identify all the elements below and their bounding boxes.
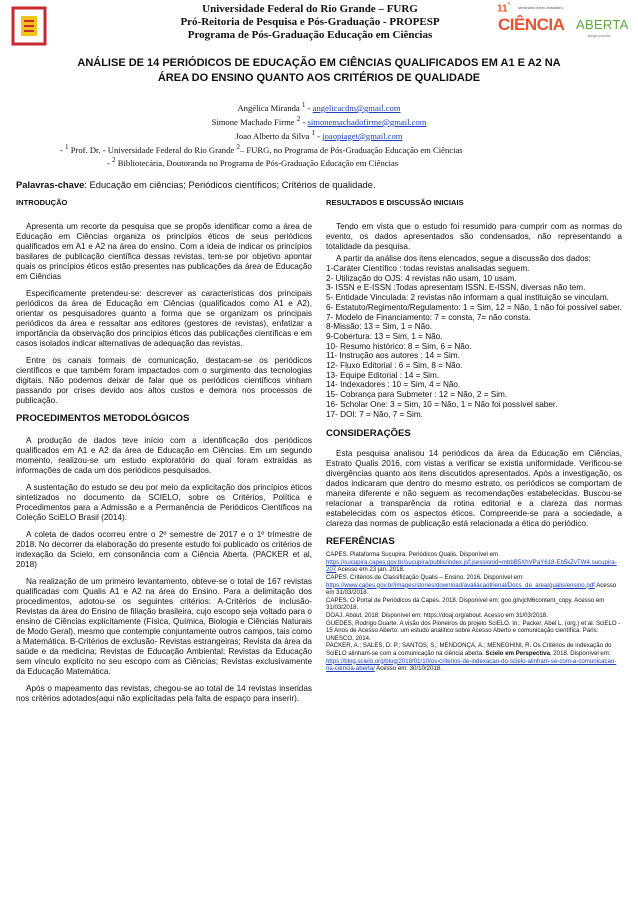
- event-site: furgo.com.br: [588, 33, 611, 38]
- list-item: 13- Equipe Editorial : 14 = Sim.: [326, 370, 440, 380]
- paragraph: Especificamente pretendeu-se: descrever as características dos principais periódicos da área de Educação em Ciências (qualificados como A1 e A2), orientar os pesquisadores quanto a forma que se organizam os principais periódicos da área e ressaltar aos editores (gestores de revistas), enfatizar a importância da observação dos princípios éticos das publicações científicas e em casos isolados indicar alternativas de adequação das revistas.: [16, 289, 312, 348]
- paragraph: Na realização de um primeiro levantamento, obteve-se o total de 167 revistas qualificadas com Qualis A1 e A2 na área do Ensino. Para a delimitação dos procedimentos, adotou-se os seguintes critérios: A-Critérios de inclusão- Revistas da área do Ensino de filiação brasileira, cujo escopo seja voltado para o ensino de Ciências explicitamente (Física, Química, Biologia e Ciências Naturais de Modo Geral), mesmo que contemple conjuntamente outros campos, tais como a Matemática. B-Critérios de exclusão- Revistas estrangeiras; Revista da área da saúde e da medicina; Revistas de Educação Ambiental; Revistas da Educação sem vínculo explícito no seu escopo com as Ciências; Revistas exclusivamente da Educação Matemática.: [16, 577, 312, 676]
- list-item: 15- Cobrança para Submeter : 12 = Não, 2 = Sim.: [326, 390, 508, 400]
- keywords-label: Palavras-chave: [16, 179, 85, 190]
- list-item: 17- DOI: 7 = Não, 7 = Sim.: [326, 409, 423, 419]
- list-item: 1-Caráter Científico : todas revistas analisadas seguem.: [326, 264, 530, 273]
- paragraph: A sustentação do estudo se deu por meio da explicitação dos princípios éticos sintetizados no documento da SCIELO, sobre os Critérios, Política e Procedimentos para a Admissão e a Permanência de Periódicos Científicos na Coleção SciELO Brasil (2014).: [16, 483, 312, 522]
- section-heading-introduction: INTRODUÇÃO: [16, 198, 68, 207]
- poster-header: [0, 0, 638, 52]
- institution-line: Universidade Federal do Rio Grande – FURG: [202, 3, 418, 15]
- paragraph: Entre os canais formais de comunicação, destacam-se os periódicos científicos e que também foram impactados com o surgimento das tecnologias digitais. Não podemos deixar de falar que os periódicos científicos vinham passando por crises devido aos altos custos e demora nos processos de publicação.: [16, 356, 312, 405]
- author-line: Angélica Miranda $^1$ - angelicacdm@gmail.com: [237, 101, 401, 113]
- title-line: ÁREA DO ENSINO QUANTO AOS CRITÉRIOS DE QUALIDADE: [157, 72, 481, 84]
- section-heading-methods: PROCEDIMENTOS METODOLÓGICOS: [16, 413, 190, 424]
- author-email-link[interactable]: simonemachadofirme@gmail.com: [307, 116, 427, 127]
- paragraph: A coleta de dados ocorreu entre o 2º semestre de 2017 e o 1º trimestre de 2018. No decorrer da elaboração do presente estudo foi publicado os critérios de indexação da Scielo, em consonância com a Ciência Aberta. (PACKER et al, 2018): [16, 530, 312, 569]
- section-heading-results: RESULTADOS E DISCUSSÃO INICIAIS: [326, 198, 464, 207]
- list-item: 16- Scholar One: 3 = Sim, 10 = Não, 1 = Não foi possível saber.: [326, 399, 558, 409]
- author-line: Simone Machado Firme $^2$ - simonemachadofirme@gmail.com: [211, 114, 427, 127]
- list-item: 14- Indexadores : 10 = Sim, 4 = Não.: [326, 380, 461, 390]
- list-item: 10- Resumo histórico: 8 = Sim, 6 = Não.: [326, 341, 472, 351]
- author-email-link[interactable]: joaopiaget@gmail.com: [322, 130, 403, 141]
- reference-link[interactable]: https://blog.scielo.org/blog/2018/01/10/os-criterios-de-indexacao-do-scielo-alinham-se-com-a-comunicacao-na-ciencia-aberta/: [326, 657, 617, 673]
- author-line: Joao Alberto da Silva $^1$ - joaopiaget@gmail.com: [235, 128, 403, 141]
- reference-link[interactable]: https://www.capes.gov.br/images/stories/download/avaliacaotrienal/Docs_de_area/qualis/ensino.pdf: [326, 581, 595, 589]
- list-item: 7- Modelo de Financiamento: 7 = consta, 7= não consta.: [326, 312, 531, 322]
- event-subtitle: seminário ibero-brasileiro: [518, 5, 563, 10]
- results-list: [326, 264, 622, 419]
- affiliation-line: - $^1$ Prof. Dr. - Universidade Federal do Rio Grande $^2$– FURG, no Programa de Pós-Graduação Educação em Ciências: [60, 142, 463, 155]
- reference-entry: DOAJ. About. 2018. Disponível em: https://doaj.org/about. Acesso em 31/03/2018.: [326, 612, 548, 619]
- reference-entry: CAPES. Plataforma Sucupira. Periódicos Qualis. Disponível em https://sucupira.capes.gov.br/sucupira/public/index.jsf;jsessionid=mbbB5XhVPaY618-Eb5kZvTW4.sucupira-207 Acesso em 23 jan. 2018.: [326, 551, 617, 574]
- list-item: 6- Estatuto/Regimento/Regulamento: 1 = Sim, 12 = Não, 1 não foi possível saber.: [326, 302, 622, 312]
- keywords: [16, 179, 376, 190]
- section-heading-conclusions: CONSIDERAÇÕES: [326, 428, 411, 440]
- list-item: 8-Missão: 13 = Sim, 1 = Não.: [326, 322, 433, 332]
- list-item: 11- Instrução aos autores : 14 = Sim.: [326, 351, 460, 361]
- reference-entry: CAPES. Critérios de Classificação Qualis – Ensino. 2016. Disponível em: https://www.capes.gov.br/images/stories/download/avaliacaotrienal/Docs_de_area/qualis/ensino.pdf Acesso em 31/03/2018.: [326, 574, 617, 597]
- list-item: 5- Entidade Vinculada: 2 revistas não informam a qual instituição se vinculam.: [326, 293, 609, 303]
- poster-title: [30, 56, 608, 86]
- right-column: [326, 198, 622, 673]
- references-list: [326, 551, 622, 673]
- institution-line: Pró-Reitoria de Pesquisa e Pós-Graduação - PROPESP: [180, 16, 440, 28]
- reference-link[interactable]: https://sucupira.capes.gov.br/sucupira/public/index.jsf;jsessionid=mbbB5XhVPaY618-Eb5kZvTW4.sucupira-207: [326, 558, 617, 574]
- ciencia-aberta-logo: [490, 2, 630, 48]
- list-item: 3- ISSN e E-ISSN :Todas apresentam ISSN. E-ISSN, diversas não tem.: [326, 283, 586, 293]
- list-item: 2- Utilização do OJS: 4 revistas não usam, 10 usam.: [326, 273, 517, 283]
- institution-line: Programa de Pós-Graduação Educação em Ciências: [187, 29, 433, 41]
- list-item: 12- Fluxo Editorial : 6 = Sim, 8 = Não.: [326, 361, 463, 371]
- event-edition: $11^º$: [497, 3, 510, 15]
- paragraph: Esta pesquisa analisou 14 periódicos da área da Educação em Ciências, Estrato Qualis 2016, com vistas a verificar se existia uniformidade. Verificou-se divergências quanto aos itens discutidos apresentados. Após a investigação, os dados indicaram que dentro do mesmo estrato, os periódicos se comportam de maneira diferente e não seguem as recomendações estabelecidas. Buscou-se relacionar a transparência da rotina editorial e a clareza das normas estabelecidas com os aspectos éticos. Compreende-se para a sociedade, a clareza das normas de publicação está relacionada a ética do periódico.: [326, 449, 622, 529]
- event-word-aberta: ABERTA: [576, 17, 629, 32]
- paragraph: Após o mapeamento das revistas, chegou-se ao total de 14 revistas inseridas nos critérios adotados(aqui não explicitadas pela falta de espaço para inserir).: [16, 684, 312, 703]
- left-column: [16, 198, 312, 711]
- author-email-link[interactable]: angelicacdm@gmail.com: [312, 102, 401, 113]
- section-heading-references: REFERÊNCIAS: [326, 536, 395, 548]
- title-line: ANÁLISE DE 14 PERIÓDICOS DE EDUCAÇÃO EM CIÊNCIAS QUALIFICADOS EM A1 E A2 NA: [77, 57, 561, 69]
- furg-logo: [10, 4, 48, 48]
- paragraph: A produção de dados teve início com a identificação dos periódicos qualificados em A1 e A2 da área de Educação em Ciências. Em um segundo momento, realizou-se um estudo exploratório do qual foram extraídas as informações de cada um dos periódicos pesquisados.: [16, 436, 312, 475]
- event-word-ciencia: CIÊNCIA: [498, 15, 565, 34]
- list-item: 9-Cobertura: 13 = Sim, 1 = Não.: [326, 331, 443, 341]
- paragraph: Tendo em vista que o estudo foi resumido para cumprir com as normas do evento, os dados apresentados são condensados, não representando a totalidade da pesquisa.: [326, 222, 622, 251]
- authors-block: [0, 100, 638, 169]
- affiliation-line: - $^2$ Bibliotecária, Doutoranda no Programa de Pós-Graduação Educação em Ciências: [107, 156, 399, 169]
- reference-entry: CAPES. O Portal de Periódicos da Capes. 2018. Disponível em: goo.gl/vjcM6content_copy. Acesso em 31/03/2018.: [326, 596, 605, 612]
- paragraph: Apresenta um recorte da pesquisa que se propôs identificar como a área de Educação em Ciências organiza os princípios éticos de seus periódicos qualificados em A1 e A2 na área do ensino. Com a ideia de indicar os princípios basilares de publicação científica dessas revistas, tem-se por objetivo apontar quais os princípios éticos estão presentes nas publicações da área de Educação em Ciências: [16, 222, 312, 281]
- keywords-text: : Educação em ciências; Periódicos científicos; Critérios de qualidade.: [84, 179, 376, 190]
- paragraph: A partir da análise dos itens elencados, segue a discussão dos dados:: [336, 254, 591, 263]
- reference-entry: PACKER, A.; SALES, D. P.; SANTOS, S.; MENDONÇA, A.; MENEGHINI, R. Os Critérios de indexação do SciELO alinham-se com a comunicação na ciência aberta. Scielo em Perspectiva, 2018. Disponível em: https://blog.scielo.org/blog/2018/01/10/os-criterios-de-indexacao-do-scielo-alinham-se-com-a-comunicacao-na-ciencia-aberta/ Acesso em: 30/10/2018.: [326, 642, 617, 673]
- reference-entry: GUEDES, Rodrigo Duarte. A visão dos Pioneiros do projeto SciELO. In.: Packer, Abel L. (org.) et al. SciELO - 15 Anos de Acesso Aberto: um estudo analítico sobre Acesso Aberto e comunicação científica. Paris: UNESCO, 2014.: [326, 619, 621, 642]
- institution-block: [120, 3, 500, 42]
